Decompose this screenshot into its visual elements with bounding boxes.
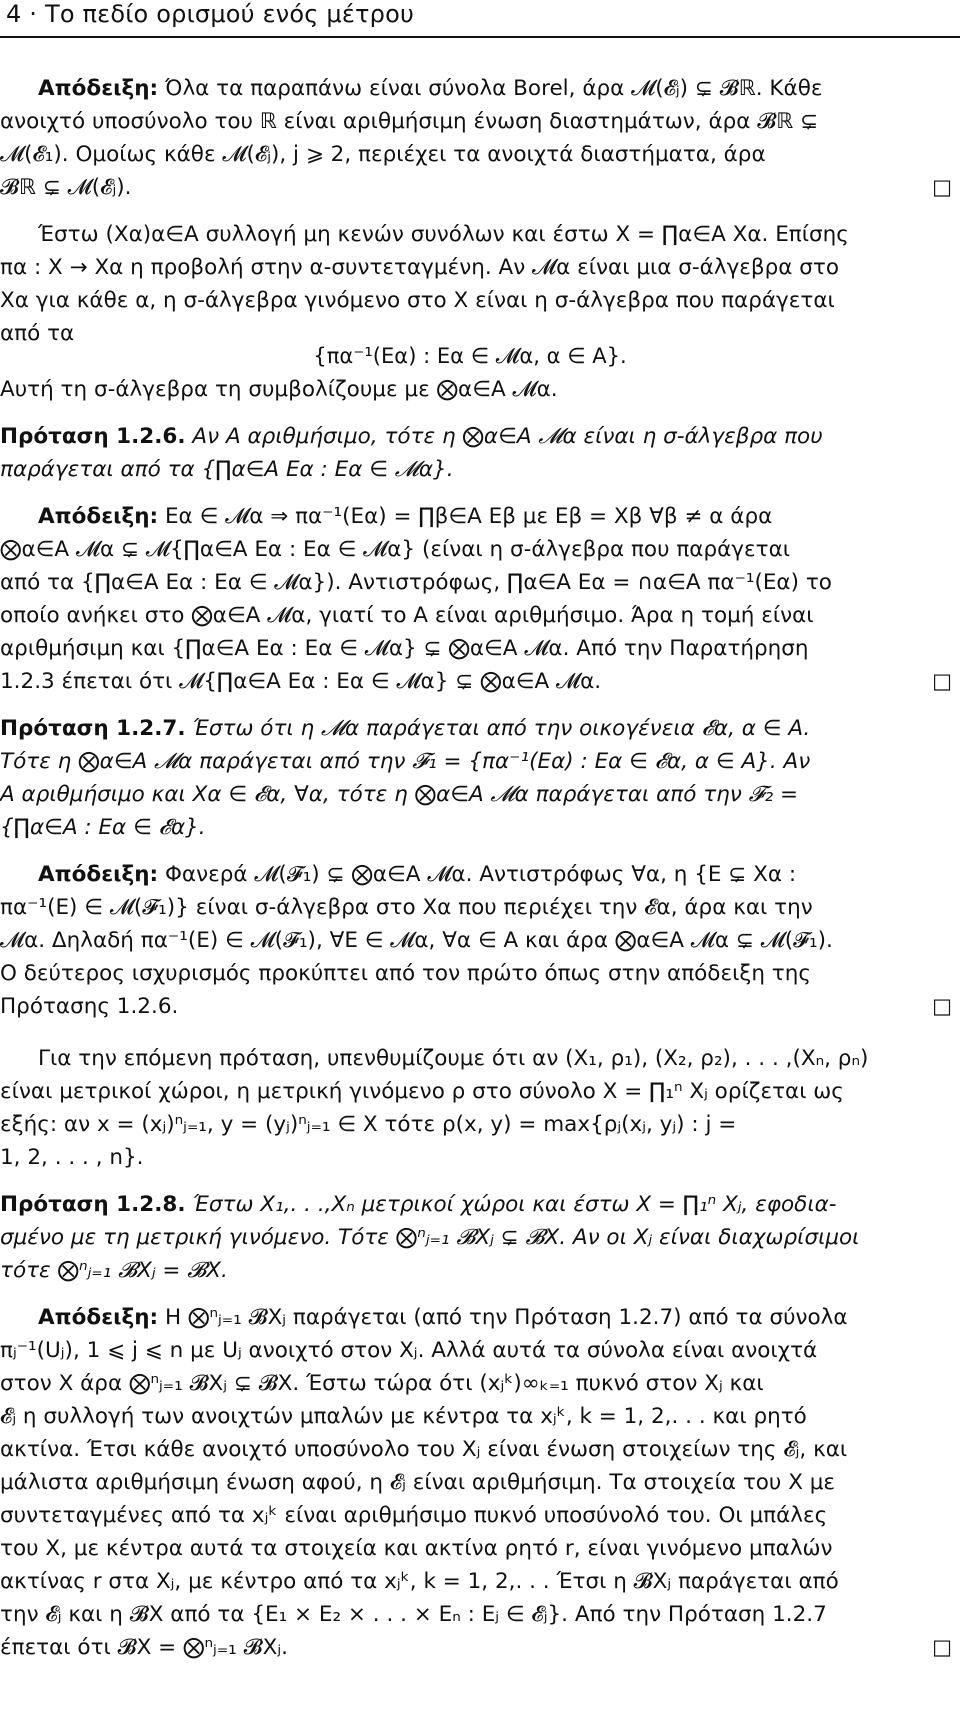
proof-4-line-5: Πρότασης 1.2.6. [0, 994, 179, 1019]
proposition-1-2-7-line-3: A αριθμήσιμο και Xα ∈ 𝓔α, ∀α, τότε η ⨂α∈A 𝓜α παράγεται από την 𝓕₂ = [0, 782, 798, 807]
display-formula: {πα⁻¹(Eα) : Eα ∈ 𝓜α, α ∈ A}. [313, 344, 627, 369]
page-header: 4 · Το πεδίο ορισμού ενός μέτρου [6, 0, 415, 28]
proof-label: Απόδειξη: [38, 504, 159, 529]
proof-6-line-1: Απόδειξη: Η ⨂ⁿⱼ₌₁ 𝓑Xⱼ παράγεται (από την Πρόταση 1.2.7) από τα σύνολα [38, 1305, 848, 1330]
proposition-1-2-8-line-3: τότε ⨂ⁿⱼ₌₁ 𝓑Xⱼ = 𝓑X. [0, 1258, 228, 1283]
proof-1-line-3: 𝓜(𝓔₁). Ομοίως κάθε 𝓜(𝓔ⱼ), j ⩾ 2, περιέχει τα ανοιχτά διαστήματα, άρα [0, 142, 766, 167]
proof-6-line-2: πⱼ⁻¹(Uⱼ), 1 ⩽ j ⩽ n με Uⱼ ανοιχτό στον Xⱼ. Αλλά αυτά τα σύνολα είναι ανοιχτά [0, 1338, 818, 1363]
header-rule [0, 36, 960, 38]
proof-6-line-7: συντεταγμένες από τα xⱼᵏ είναι αριθμήσιμο πυκνό υποσύνολό του. Οι μπάλες [0, 1503, 828, 1528]
proof-6-line-8: του X, με κέντρα αυτά τα στοιχεία και ακτίνα ρητό r, είναι γινόμενο μπαλών [0, 1536, 833, 1561]
qed-symbol: □ [932, 994, 952, 1018]
proof-6-line-3: στον X άρα ⨂ⁿⱼ₌₁ 𝓑Xⱼ ⊊ 𝓑X. Έστω τώρα ότι (xⱼᵏ)∞ₖ₌₁ πυκνό στον Xⱼ και [0, 1371, 764, 1396]
proof-1-line-1: Απόδειξη: Όλα τα παραπάνω είναι σύνολα Borel, άρα 𝓜(𝓔ⱼ) ⊊ 𝓑ℝ. Κάθε [38, 76, 823, 101]
para-2-line-3: Xα για κάθε α, η σ-άλγεβρα γινόμενο στο X είναι η σ-άλγεβρα που παράγεται [0, 288, 835, 313]
para-2-line-2: πα : X → Xα η προβολή στην α-συντεταγμένη. Αν 𝓜α είναι μια σ-άλγεβρα στο [0, 255, 840, 280]
qed-symbol: □ [932, 669, 952, 693]
proof-6-line-6: μάλιστα αριθμήσιμη ένωση αφού, η 𝓔ⱼ είναι αριθμήσιμη. Τα στοιχεία του X με [0, 1470, 836, 1495]
proposition-label: Πρόταση 1.2.7. [0, 716, 186, 741]
para-5-line-3: εξής: αν x = (xⱼ)ⁿⱼ₌₁, y = (yⱼ)ⁿⱼ₌₁ ∈ X τότε ρ(x, y) = max{ρⱼ(xⱼ, yⱼ) : j = [0, 1112, 737, 1137]
proposition-1-2-6-line-2: παράγεται από τα {∏α∈A Eα : Eα ∈ 𝓜α}. [0, 457, 454, 482]
proposition-1-2-7-line-1: Πρόταση 1.2.7. Έστω ότι η 𝓜α παράγεται από την οικογένεια 𝓔α, α ∈ A. [0, 716, 811, 741]
qed-symbol: □ [932, 1635, 952, 1659]
proof-3-line-1: Απόδειξη: Eα ∈ 𝓜α ⇒ πα⁻¹(Eα) = ∏β∈A Eβ με Eβ = Xβ ∀β ≠ α άρα [38, 504, 773, 529]
proposition-1-2-8-line-2: σμένο με τη μετρική γινόμενο. Τότε ⨂ⁿⱼ₌₁ 𝓑Xⱼ ⊊ 𝓑X. Αν οι Xⱼ είναι διαχωρίσιμοι [0, 1225, 860, 1250]
para-2-line-4: από τα [0, 321, 75, 346]
proof-label: Απόδειξη: [38, 76, 159, 101]
proposition-1-2-7-line-4: {∏α∈A : Eα ∈ 𝓔α}. [0, 815, 206, 840]
proposition-label: Πρόταση 1.2.8. [0, 1192, 186, 1217]
proof-3-line-3: από τα {∏α∈A Eα : Eα ∈ 𝓜α}). Αντιστρόφως, ∏α∈A Eα = ∩α∈A πα⁻¹(Eα) το [0, 570, 832, 595]
qed-symbol: □ [932, 175, 952, 199]
para-5-line-2: είναι μετρικοί χώροι, η μετρική γινόμενο ρ στο σύνολο X = ∏₁ⁿ Xⱼ ορίζεται ως [0, 1079, 844, 1104]
proof-3-line-4: οποίο ανήκει στο ⨂α∈A 𝓜α, γιατί το A είναι αριθμήσιμο. Άρα η τομή είναι [0, 603, 814, 628]
proof-1-line-2: ανοιχτό υποσύνολο του ℝ είναι αριθμήσιμη ένωση διαστημάτων, άρα 𝓑ℝ ⊊ [0, 109, 819, 134]
proof-4-line-1: Απόδειξη: Φανερά 𝓜(𝓕₁) ⊊ ⨂α∈A 𝓜α. Αντιστρόφως ∀α, η {E ⊊ Xα : [38, 862, 797, 887]
proof-1-line-4: 𝓑ℝ ⊊ 𝓜(𝓔ⱼ). [0, 175, 132, 200]
proof-3-line-5: αριθμήσιμη και {∏α∈A Eα : Eα ∈ 𝓜α} ⊊ ⨂α∈A 𝓜α. Από την Παρατήρηση [0, 636, 809, 661]
proof-6-line-5: ακτίνα. Έτσι κάθε ανοιχτό υποσύνολο του Xⱼ είναι ένωση στοιχείων της 𝓔ⱼ, και [0, 1437, 848, 1462]
para-5-line-1: Για την επόμενη πρόταση, υπενθυμίζουμε ότι αν (X₁, ρ₁), (X₂, ρ₂), . . . ,(Xₙ, ρₙ) [38, 1046, 869, 1071]
proof-label: Απόδειξη: [38, 862, 159, 887]
para-2-line-1: Έστω (Xα)α∈A συλλογή μη κενών συνόλων και έστω X = ∏α∈A Xα. Επίσης [38, 222, 849, 247]
proof-6-line-10: την 𝓔ⱼ και η 𝓑X από τα {E₁ × E₂ × . . . × Eₙ : Eⱼ ∈ 𝓔ⱼ}. Από την Πρόταση 1.2.7 [0, 1602, 827, 1627]
para-2-line-5: Αυτή τη σ-άλγεβρα τη συμβολίζουμε με ⨂α∈A 𝓜α. [0, 377, 558, 402]
proof-6-line-11: έπεται ότι 𝓑X = ⨂ⁿⱼ₌₁ 𝓑Xⱼ. [0, 1635, 288, 1660]
proposition-1-2-7-line-2: Τότε η ⨂α∈A 𝓜α παράγεται από την 𝓕₁ = {πα⁻¹(Eα) : Eα ∈ 𝓔α, α ∈ A}. Αν [0, 749, 811, 774]
proof-6-line-4: 𝓔ⱼ η συλλογή των ανοιχτών μπαλών με κέντρα τα xⱼᵏ, k = 1, 2,. . . και ρητό [0, 1404, 807, 1429]
proof-label: Απόδειξη: [38, 1305, 159, 1330]
proof-3-line-2: ⨂α∈A 𝓜α ⊊ 𝓜{∏α∈A Eα : Eα ∈ 𝓜α} (είναι η σ-άλγεβρα που παράγεται [0, 537, 791, 562]
proof-4-line-3: 𝓜α. Δηλαδή πα⁻¹(E) ∈ 𝓜(𝓕₁), ∀E ∈ 𝓜α, ∀α ∈ A και άρα ⨂α∈A 𝓜α ⊊ 𝓜(𝓕₁). [0, 928, 833, 953]
proof-3-line-6: 1.2.3 έπεται ότι 𝓜{∏α∈A Eα : Eα ∈ 𝓜α} ⊊ ⨂α∈A 𝓜α. [0, 669, 602, 694]
proof-4-line-4: Ο δεύτερος ισχυρισμός προκύπτει από τον πρώτο όπως στην απόδειξη της [0, 961, 811, 986]
proof-6-line-9: ακτίνας r στα Xⱼ, με κέντρο από τα xⱼᵏ, k = 1, 2,. . . Έτσι η 𝓑Xⱼ παράγεται από [0, 1569, 839, 1594]
proposition-label: Πρόταση 1.2.6. [0, 424, 186, 449]
para-5-line-4: 1, 2, . . . , n}. [0, 1145, 144, 1170]
proposition-1-2-8-line-1: Πρόταση 1.2.8. Έστω X₁,. . .,Xₙ μετρικοί χώροι και έστω X = ∏₁ⁿ Xⱼ, εφοδια- [0, 1192, 837, 1217]
proposition-1-2-6-line-1: Πρόταση 1.2.6. Αν A αριθμήσιμο, τότε η ⨂α∈A 𝓜α είναι η σ-άλγεβρα που [0, 424, 823, 449]
proof-4-line-2: πα⁻¹(E) ∈ 𝓜(𝓕₁)} είναι σ-άλγεβρα στο Xα που περιέχει την 𝓔α, άρα και την [0, 895, 813, 920]
